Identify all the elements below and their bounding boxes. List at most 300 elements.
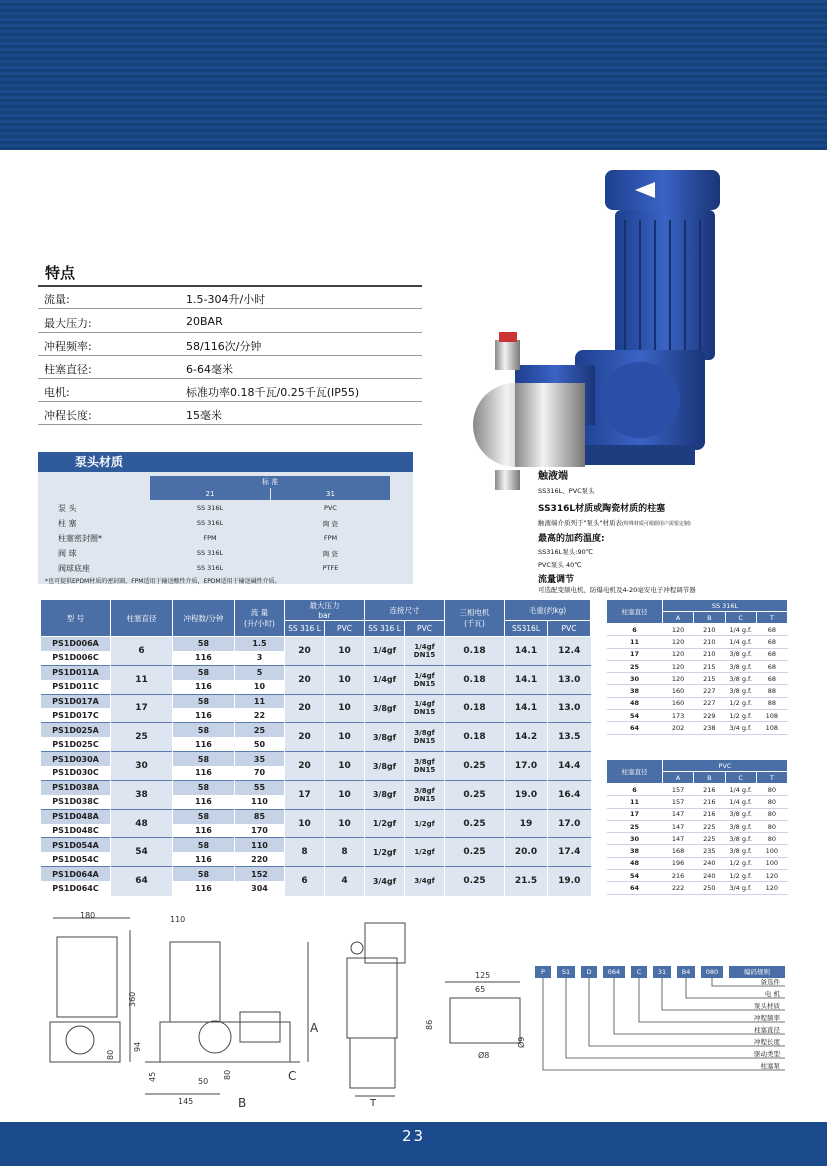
table-row — [607, 784, 788, 796]
table-cell: 1/2gf — [405, 838, 445, 867]
table-cell: 68 — [756, 673, 787, 685]
feature-row-diameter — [38, 356, 422, 379]
dim-94: 94 — [133, 1041, 142, 1052]
table-cell: 225 — [694, 833, 725, 845]
table-cell: 11 — [235, 694, 285, 708]
table-cell: 238 — [694, 722, 725, 734]
table-cell: 14.2 — [505, 723, 548, 752]
table-cell: 1/4 g.f. — [725, 784, 756, 796]
table-cell: 10 — [235, 680, 285, 694]
table-cell: 216 — [694, 808, 725, 820]
material-row-label: 泵 头 — [58, 504, 77, 513]
dim-t: T — [370, 1098, 377, 1108]
table-cell: 64 — [111, 867, 173, 896]
table-row — [607, 833, 788, 845]
table-cell: 58 — [173, 723, 235, 737]
table-cell: 10 — [325, 723, 365, 752]
plunger-sub — [538, 518, 691, 527]
dim-80: 80 — [106, 1049, 115, 1060]
feature-value: 15毫米 — [186, 409, 222, 422]
dim-86: 86 — [425, 1019, 434, 1030]
table-cell: 48 — [607, 697, 663, 709]
col-motor: 三相电机 (千瓦) — [445, 600, 505, 637]
table-cell: 12.4 — [548, 637, 591, 666]
table-cell: 1/2 g.f. — [725, 857, 756, 869]
table-cell: 227 — [694, 697, 725, 709]
table-cell: 210 — [694, 624, 725, 636]
table-row — [41, 809, 591, 823]
table-cell: 216 — [663, 870, 694, 882]
dim-180: 180 — [80, 912, 96, 920]
table-cell: 210 — [694, 636, 725, 648]
table-cell: 116 — [173, 651, 235, 665]
table-cell: 64 — [607, 722, 663, 734]
table-cell: 160 — [663, 685, 694, 697]
table-cell: 116 — [173, 795, 235, 809]
table-cell: 20 — [285, 665, 325, 694]
table-cell: 35 — [235, 752, 285, 766]
material-note: *也可提供EPDM材质的密封圈。FPM适用于输送酸性介质，EPDM适用于输送碱性介质。 — [45, 578, 281, 585]
table-cell: 210 — [694, 648, 725, 660]
table-cell: 120 — [663, 673, 694, 685]
table-cell: 1/4 g.f. — [725, 636, 756, 648]
table-cell: 116 — [173, 708, 235, 722]
material-title: 泵头材质 — [75, 455, 124, 469]
table-cell: 220 — [235, 852, 285, 866]
pvc-col-key: 柱塞直径 — [607, 760, 663, 784]
table-cell: 30 — [111, 752, 173, 781]
table-cell: 10 — [325, 752, 365, 781]
code-label: 备选件 — [760, 978, 780, 986]
table-cell: 0.25 — [445, 867, 505, 896]
ss-table-body — [607, 624, 788, 735]
table-cell: 20 — [285, 723, 325, 752]
dim-a: A — [310, 1021, 319, 1035]
material-value: SS 316L — [196, 549, 224, 557]
table-cell: 68 — [756, 660, 787, 672]
table-cell: 216 — [694, 796, 725, 808]
pvc-table-body — [607, 784, 788, 895]
table-cell: 58 — [173, 637, 235, 651]
features-title: 特点 — [45, 264, 76, 282]
table-cell: 202 — [663, 722, 694, 734]
material-value: 陶 瓷 — [322, 550, 339, 558]
table-cell: PS1D048A — [41, 809, 111, 823]
col-weight-ss: SS316L — [505, 621, 548, 637]
temp-ss: SS316L泵头:90℃ — [538, 548, 594, 556]
temp-title: 最高的加药温度: — [538, 534, 605, 544]
table-cell: 48 — [607, 857, 663, 869]
col-weight-pvc: PVC — [548, 621, 591, 637]
table-cell: 6 — [285, 867, 325, 896]
material-value: 陶 瓷 — [322, 520, 339, 528]
table-cell: 116 — [173, 680, 235, 694]
table-cell: 30 — [607, 833, 663, 845]
code-label: 柱塞泵 — [760, 1062, 780, 1070]
table-cell: 14.1 — [505, 694, 548, 723]
end-view-drawing — [335, 918, 415, 1108]
table-cell: 64 — [607, 882, 663, 894]
table-cell: 1/4 g.f. — [725, 624, 756, 636]
table-cell: 70 — [235, 766, 285, 780]
ss-col-b: B — [694, 612, 725, 624]
code-box: P — [535, 966, 551, 978]
table-cell: 1/2 g.f. — [725, 710, 756, 722]
model-table — [40, 599, 591, 896]
material-row-label: 柱塞密封圈* — [58, 534, 102, 543]
code-box: 31 — [653, 966, 671, 978]
table-cell: 17 — [285, 780, 325, 809]
dim-50: 50 — [198, 1077, 209, 1086]
feature-value: 6-64毫米 — [186, 363, 233, 376]
table-row — [41, 637, 591, 651]
table-cell: 157 — [663, 796, 694, 808]
table-cell: 250 — [694, 882, 725, 894]
table-cell: 3/8 g.f. — [725, 845, 756, 857]
material-value: FPM — [203, 534, 217, 542]
feature-label: 流量: — [44, 293, 70, 306]
table-cell: 11 — [607, 796, 663, 808]
table-cell: 17 — [111, 694, 173, 723]
code-box: 064 — [603, 966, 625, 978]
table-cell: 110 — [235, 838, 285, 852]
table-cell: 116 — [173, 824, 235, 838]
table-cell: 3/8gf — [365, 694, 405, 723]
table-cell: 22 — [235, 708, 285, 722]
front-view-drawing — [35, 912, 145, 1082]
plunger-sub-small: (特殊材质可根据用户需要定制) — [621, 521, 691, 527]
feature-row-pressure — [38, 310, 422, 333]
table-cell: 152 — [235, 867, 285, 881]
feature-label: 电机: — [44, 386, 70, 399]
table-cell: 0.25 — [445, 752, 505, 781]
table-row — [41, 867, 591, 881]
table-row — [607, 624, 788, 636]
ss-col-t: T — [756, 612, 787, 624]
table-cell: 0.18 — [445, 665, 505, 694]
table-cell: 38 — [111, 780, 173, 809]
table-cell: 19 — [505, 809, 548, 838]
feature-value: 1.5-304升/小时 — [186, 293, 266, 306]
table-cell: 0.25 — [445, 809, 505, 838]
table-cell: 170 — [235, 824, 285, 838]
table-cell: 229 — [694, 710, 725, 722]
table-cell: 116 — [173, 852, 235, 866]
pvc-col-b: B — [694, 772, 725, 784]
table-cell: 216 — [694, 784, 725, 796]
material-value: SS 316L — [196, 504, 224, 512]
table-cell: 222 — [663, 882, 694, 894]
table-row — [607, 820, 788, 832]
material-value: SS 316L — [196, 519, 224, 527]
table-cell: 147 — [663, 833, 694, 845]
ss-col-a: A — [663, 612, 694, 624]
table-cell: PS1D011A — [41, 665, 111, 679]
ss316-dimension-table — [606, 599, 788, 735]
table-cell: 38 — [607, 845, 663, 857]
code-box: D — [581, 966, 597, 978]
table-cell: 3/8gf — [365, 752, 405, 781]
table-cell: 3/8gf — [365, 723, 405, 752]
table-cell: 20 — [285, 752, 325, 781]
col-pressure-unit: bar — [318, 611, 331, 620]
table-cell: 116 — [173, 737, 235, 751]
table-cell: PS1D006A — [41, 637, 111, 651]
table-cell: 1/2 g.f. — [725, 870, 756, 882]
dim-360: 360 — [128, 991, 137, 1007]
table-cell: PS1D006C — [41, 651, 111, 665]
table-cell: 48 — [111, 809, 173, 838]
side-view-drawing — [130, 912, 330, 1122]
table-cell: 25 — [111, 723, 173, 752]
plunger-title: SS316L材质或陶瓷材质的柱塞 — [538, 504, 666, 514]
table-cell: 55 — [235, 780, 285, 794]
table-cell: 3/8gf DN15 — [405, 780, 445, 809]
table-cell: 16.4 — [548, 780, 591, 809]
table-cell: PS1D048C — [41, 824, 111, 838]
table-cell: 215 — [694, 660, 725, 672]
material-col-31: 31 — [271, 488, 390, 500]
dim-110: 110 — [170, 915, 186, 924]
table-cell: 3/8 g.f. — [725, 808, 756, 820]
table-row — [607, 710, 788, 722]
temp-pvc: PVC泵头 40℃ — [538, 561, 582, 569]
table-cell: 120 — [756, 870, 787, 882]
table-cell: 3/4gf — [365, 867, 405, 896]
table-cell: 80 — [756, 808, 787, 820]
feature-row-motor — [38, 379, 422, 402]
col-model: 型 号 — [41, 600, 111, 637]
table-cell: 20 — [285, 694, 325, 723]
table-cell: 160 — [663, 697, 694, 709]
feature-row-flow — [38, 286, 422, 309]
pvc-title: PVC — [663, 760, 788, 772]
table-cell: 10 — [325, 809, 365, 838]
pvc-dimension-table — [606, 759, 788, 895]
table-cell: 58 — [173, 780, 235, 794]
table-cell: PS1D038C — [41, 795, 111, 809]
table-cell: 13.0 — [548, 665, 591, 694]
table-row — [607, 660, 788, 672]
table-cell: 88 — [756, 685, 787, 697]
pvc-col-c: C — [725, 772, 756, 784]
dim-d8: Ø8 — [478, 1051, 490, 1060]
table-cell: 11 — [607, 636, 663, 648]
col-flow: 流 量 (升/小时) — [235, 600, 285, 637]
table-cell: 58 — [173, 838, 235, 852]
table-cell: 3/8 g.f. — [725, 820, 756, 832]
table-cell: PS1D064A — [41, 867, 111, 881]
feature-value: 20BAR — [186, 315, 223, 328]
table-cell: 17.0 — [548, 809, 591, 838]
table-cell: 10 — [325, 637, 365, 666]
feature-row-stroke — [38, 402, 422, 425]
table-cell: 1/4gf DN15 — [405, 665, 445, 694]
table-cell: 17.4 — [548, 838, 591, 867]
ss-title: SS 316L — [663, 600, 788, 612]
table-cell: 227 — [694, 685, 725, 697]
col-weight: 毛重(约kg) — [505, 600, 591, 621]
material-value: FPM — [323, 534, 338, 542]
table-row — [607, 857, 788, 869]
table-cell: 6 — [607, 624, 663, 636]
table-cell: 58 — [173, 867, 235, 881]
table-cell: 68 — [756, 648, 787, 660]
dim-145: 145 — [178, 1097, 194, 1106]
table-cell: 14.4 — [548, 752, 591, 781]
table-cell: 8 — [325, 838, 365, 867]
table-cell: 88 — [756, 697, 787, 709]
table-cell: 0.18 — [445, 637, 505, 666]
table-row — [41, 780, 591, 794]
table-cell: 17.0 — [505, 752, 548, 781]
table-cell: 120 — [663, 636, 694, 648]
table-cell: 13.0 — [548, 694, 591, 723]
table-cell: 10 — [325, 694, 365, 723]
table-cell: PS1D025A — [41, 723, 111, 737]
table-cell: 196 — [663, 857, 694, 869]
table-cell: 1/2gf — [405, 809, 445, 838]
table-cell: 3/8 g.f. — [725, 660, 756, 672]
table-cell: 11 — [111, 665, 173, 694]
table-cell: PS1D025C — [41, 737, 111, 751]
col-conn-ss: SS 316 L — [365, 621, 405, 637]
material-col-21: 21 — [150, 488, 270, 500]
feature-label: 柱塞直径: — [44, 363, 92, 376]
flow-title: 流量调节 — [538, 575, 575, 585]
table-cell: 3 — [235, 651, 285, 665]
table-cell: PS1D054C — [41, 852, 111, 866]
table-cell: 54 — [111, 838, 173, 867]
dim-125: 125 — [475, 971, 491, 980]
table-cell: PS1D038A — [41, 780, 111, 794]
table-cell: 120 — [663, 660, 694, 672]
table-cell: 58 — [173, 694, 235, 708]
table-cell: 3/8gf DN15 — [405, 723, 445, 752]
table-cell: 0.18 — [445, 723, 505, 752]
table-cell: 30 — [607, 673, 663, 685]
table-cell: 108 — [756, 722, 787, 734]
table-cell: 6 — [607, 784, 663, 796]
col-spm: 冲程数/分钟 — [173, 600, 235, 637]
table-cell: PS1D017A — [41, 694, 111, 708]
table-cell: 8 — [285, 838, 325, 867]
table-cell: 240 — [694, 857, 725, 869]
feature-row-frequency — [38, 333, 422, 356]
material-value: PVC — [324, 504, 337, 512]
table-cell: 1/4gf DN15 — [405, 637, 445, 666]
table-cell: 14.1 — [505, 637, 548, 666]
table-cell: 1/4gf — [365, 665, 405, 694]
table-cell: 1/2gf — [365, 838, 405, 867]
code-label: 电 机 — [764, 990, 780, 998]
flow-sub: 可选配变频电机、防爆电机及4-20毫安电子冲程调节器 — [538, 586, 696, 594]
table-cell: 21.5 — [505, 867, 548, 896]
table-row — [607, 722, 788, 734]
table-row — [607, 636, 788, 648]
table-row — [41, 694, 591, 708]
table-cell: 3/4gf — [405, 867, 445, 896]
table-cell: 120 — [756, 882, 787, 894]
code-label: 冲程频率 — [754, 1014, 780, 1022]
col-diameter: 柱塞直径 — [111, 600, 173, 637]
table-cell: 68 — [756, 624, 787, 636]
feature-value: 58/116次/分钟 — [186, 340, 262, 353]
table-row — [41, 665, 591, 679]
table-cell: 1.5 — [235, 637, 285, 651]
table-cell: 215 — [694, 673, 725, 685]
table-cell: 1/4 g.f. — [725, 796, 756, 808]
table-cell: 85 — [235, 809, 285, 823]
col-pressure-title: 最大压力 — [309, 601, 340, 610]
table-cell: 1/2gf — [365, 809, 405, 838]
table-cell: 225 — [694, 820, 725, 832]
dim-45: 45 — [148, 1071, 157, 1082]
code-label: 驱动类型 — [754, 1050, 780, 1058]
table-cell: 58 — [173, 665, 235, 679]
material-row-label: 阀球底座 — [58, 564, 90, 573]
table-cell: 4 — [325, 867, 365, 896]
code-box: C — [631, 966, 647, 978]
table-cell: 25 — [607, 820, 663, 832]
table-cell: PS1D064C — [41, 881, 111, 895]
material-row-label: 柱 塞 — [58, 519, 77, 528]
pvc-col-a: A — [663, 772, 694, 784]
table-cell: PS1D030C — [41, 766, 111, 780]
table-cell: 80 — [756, 833, 787, 845]
table-row — [607, 882, 788, 894]
table-cell: 54 — [607, 710, 663, 722]
code-box: S1 — [557, 966, 575, 978]
ss-col-c: C — [725, 612, 756, 624]
table-cell: 240 — [694, 870, 725, 882]
pump-image — [455, 160, 755, 490]
table-cell: 19.0 — [548, 867, 591, 896]
table-row — [607, 870, 788, 882]
table-cell: 168 — [663, 845, 694, 857]
table-row — [41, 838, 591, 852]
table-cell: 10 — [285, 809, 325, 838]
code-box: 080 — [701, 966, 723, 978]
table-cell: 13.5 — [548, 723, 591, 752]
table-cell: 58 — [173, 809, 235, 823]
table-cell: 304 — [235, 881, 285, 895]
table-row — [607, 697, 788, 709]
code-label: 柱塞直径 — [754, 1026, 780, 1034]
table-cell: 3/8 g.f. — [725, 648, 756, 660]
table-cell: 25 — [607, 660, 663, 672]
table-cell: 100 — [756, 857, 787, 869]
table-cell: 20 — [285, 637, 325, 666]
dim-65: 65 — [475, 985, 486, 994]
model-table-body — [41, 637, 591, 896]
table-cell: 80 — [756, 820, 787, 832]
material-standard-header: 标 准 — [150, 476, 390, 488]
table-cell: 120 — [663, 624, 694, 636]
table-cell: 17 — [607, 648, 663, 660]
table-cell: 3/8 g.f. — [725, 673, 756, 685]
dim-b: B — [238, 1096, 247, 1110]
code-box: B4 — [677, 966, 695, 978]
table-row — [607, 648, 788, 660]
table-cell: 50 — [235, 737, 285, 751]
table-cell: PS1D011C — [41, 680, 111, 694]
table-cell: 80 — [756, 796, 787, 808]
table-cell: 147 — [663, 820, 694, 832]
table-row — [607, 796, 788, 808]
top-banner — [0, 0, 827, 150]
table-row — [607, 808, 788, 820]
